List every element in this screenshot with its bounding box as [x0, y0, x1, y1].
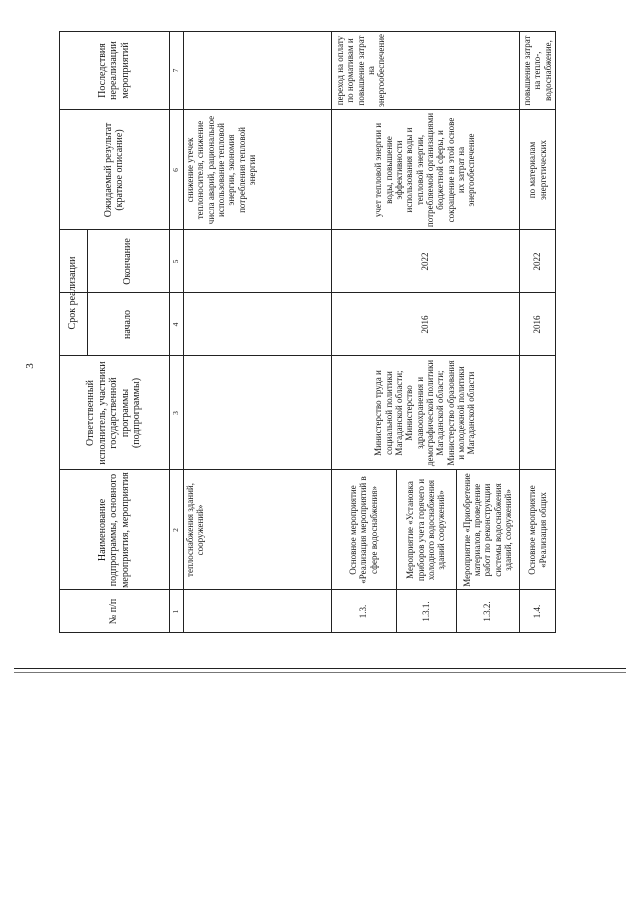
activities-table: [59, 31, 556, 633]
row-start-year: 2016: [419, 315, 430, 334]
row-end-year: 2022: [532, 252, 543, 271]
row-number: 1.3.: [358, 604, 369, 619]
col-number: 3: [170, 411, 180, 415]
col-number: 5: [170, 259, 180, 264]
row-consequence: переход на оплату по нормативам и повышение затрат на энергообеспечение: [335, 33, 387, 108]
rotated-page: [59, 31, 556, 633]
header-period: Срок реализации: [67, 256, 79, 330]
header-executor: Ответственный исполнитель, участники государственной программы (подпрограммы): [85, 361, 143, 465]
header-result: Ожидаемый результат (краткое описание): [102, 122, 125, 218]
header-end: Окончание: [122, 238, 134, 285]
header-start: начало: [122, 310, 134, 339]
row-start-year: 2016: [532, 315, 543, 334]
row-name: теплоснабжения зданий, сооружений»: [185, 483, 206, 577]
row-consequence: повышение затрат на тепло-, водоснабжение,: [521, 35, 553, 106]
page-number: 3: [24, 363, 36, 369]
col-number: 1: [170, 609, 180, 614]
col-number: 4: [170, 322, 180, 327]
row-name: Мероприятие «Установка приборов учета горячего и холодного водоснабжения зданий сооружений»: [405, 478, 447, 582]
row-name: Основное мероприятие «Реализация мероприятий в сфере водоснабжения»: [347, 476, 379, 584]
row-number: 1.3.2.: [482, 601, 493, 622]
separator-line: [14, 672, 626, 673]
header-name: Наименование подпрограммы, основного мероприятия, мероприятия: [96, 472, 131, 588]
header-num: № п/п: [108, 598, 120, 625]
header-consequence: Последствия нереализации мероприятий: [96, 41, 131, 100]
col-number: 6: [170, 168, 180, 172]
row-result: учет тепловой энергии и воды, повышение эффективности использования воды и тепловой энергии, потребляемой организациями бюджетной сферы, и сокращение на этой основе их затрат на энергообеспечение: [373, 112, 477, 228]
row-result: по материалам энергетических: [527, 140, 548, 200]
row-number: 1.4.: [532, 604, 543, 619]
row-end-year: 2022: [419, 252, 430, 271]
row-name: Мероприятие «Приобретение материалов, проведение работ по реконструкции системы водоснабжения зданий, сооружений»: [461, 473, 514, 587]
col-number: 2: [170, 528, 180, 532]
row-number: 1.3.1.: [420, 601, 431, 622]
row-executor: Министерство труда и социальной политики Магаданской области; Министерство здравоохранения и демографической политики Магаданской области; Министерство образования и молодежной политики Магаданской области: [373, 359, 477, 467]
row-result: снижение утечек теплоносителя, снижение числа аварий, рациональное использование тепловой энергии, экономия потребления тепловой энергии: [185, 115, 258, 225]
row-name: Основное мероприятие «Реализация общих: [527, 485, 548, 575]
col-number: 7: [170, 68, 180, 73]
separator-line: [14, 668, 626, 669]
